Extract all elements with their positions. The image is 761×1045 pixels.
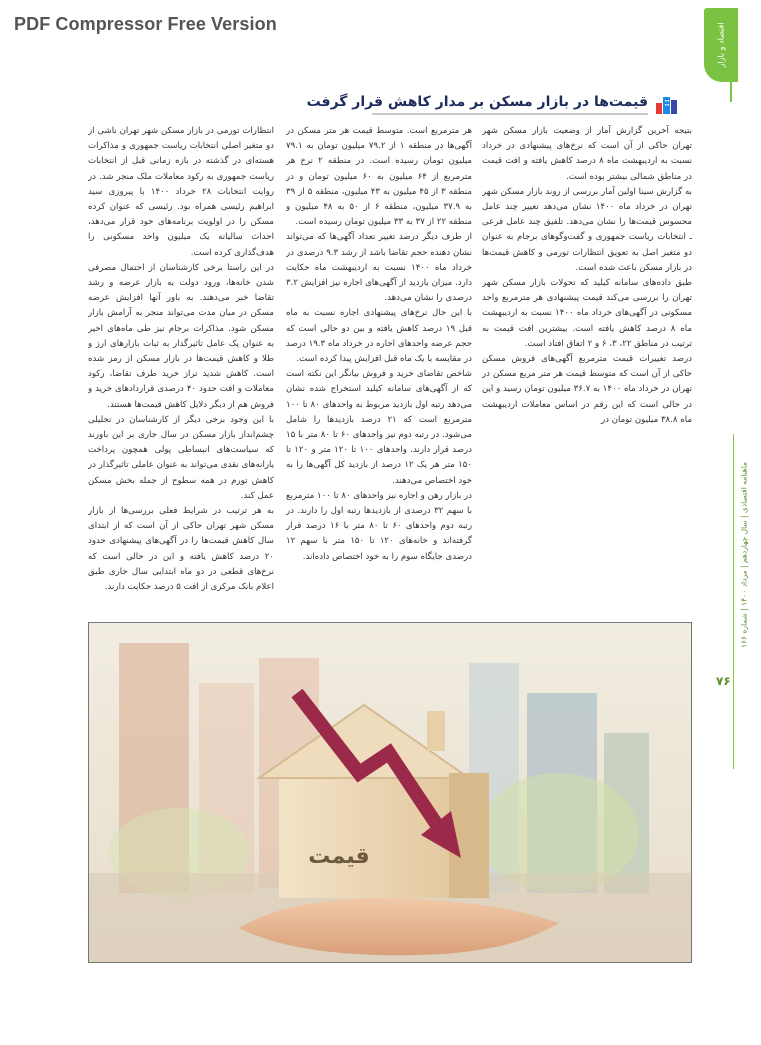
page-number: ۷۶ [716, 674, 731, 688]
watermark: PDF Compressor Free Version [14, 14, 277, 34]
headline-underline [372, 113, 648, 115]
article-column-3 [88, 124, 274, 614]
paragraph: هر مترمربع است. متوسط قیمت هر متر مسکن در آگهی‌ها در منطقه ۱ از ۷۹.۲ میلیون تومان به ۷۹.۱ میلیون تومان رسیده است. در منطقه ۲ نرخ هر مترمربع از ۶۴ میلیون به ۶۰ میلیون تومان و در منطقه ۳ از ۴۵ میلیون به ۴۳ میلیون، منطقه ۵ از ۳۹ به ۳۷.۹ میلیون، منطقه ۶ از ۵۰ به ۴۸ میلیون و منطقه ۲۲ از ۳۷ به ۳۳ میلیون تومان رسیده است. [286, 126, 472, 228]
paragraph: به گزارش سینا اولین آمار بررسی از روند بازار مسکن شهر تهران در خرداد ماه ۱۴۰۰ نشان می‌دهد تغییر چند عامل محسوس قیمت‌ها را نشان می‌دهد. تلفیق چند عامل فرعی ـ انتخابات ریاست جمهوری و گفت‌وگوهای برجام به عنوان دو متغیر اصل به تعویق انتظارات تورمی و کاهش قیمت‌ها در بازار مسکن باعث شده است. [482, 186, 692, 273]
paragraph: با این حال نرخ‌های پیشنهادی اجاره نسبت به ماه قبل ۱۹ درصد کاهش یافته و بین دو حالی است که حجم عرضه واحدهای اجاره در خرداد ماه ۱۹.۳ درصد در مقایسه با یک ماه قبل افزایش پیدا کرده است. [286, 308, 472, 365]
paragraph: در بازار رهن و اجاره نیز واحدهای ۸۰ تا ۱۰۰ مترمربع با سهم ۳۲ درصدی از بازدیدها رتبه اول را دارند. در رتبه دوم واحدهای ۶۰ تا ۸۰ متر با ۱۶ درصد قرار گرفته‌اند و خانه‌های ۱۲۰ تا ۱۵۰ متر با سهم ۱۲ درصدی جایگاه سوم را به خود اختصاص داده‌اند. [286, 490, 472, 562]
paragraph: درصد تغییرات قیمت مترمربع آگهی‌های فروش مسکن حاکی از آن است که متوسط قیمت هر متر مربع مسکن در تهران در خرداد ماه ۱۴۰۰ به ۳۶.۷ میلیون تومان رسید و این در حالی است که این رقم در اساس معاملات اردیبهشت ماه ۳۸.۸ میلیون تومان در [482, 354, 692, 425]
paragraph: شاخص تقاضای خرید و فروش بیانگر این نکته است که از آگهی‌های سامانه کیلید استخراج شده نشان می‌دهد رتبه اول بازدید مربوط به واحدهای ۸۰ تا ۱۰۰ مترمربع است که ۲۱ درصد بازدیدها را شامل می‌شود. در رتبه دوم نیز واحدهای ۶۰ تا ۸۰ متر با ۱۵ درصد قرار دارند. واحدهای ۱۰۰ تا ۱۲۰ متر و ۱۲۰ تا ۱۵۰ متر هر یک ۱۲ درصد از بازدید کل آگهی‌ها را به خود اختصاص می‌دهند. [286, 369, 472, 486]
side-publication-label: ماهنامه اقتصادی | سال چهاردهم | مرداد ۱۴۰۰ | شماره ۱۶۶ [739, 461, 749, 649]
paragraph: به هر ترتیب در شرایط فعلی بررسی‌ها از بازار مسکن شهر تهران حاکی از آن است که از ابتدای سال کاهش قیمت‌ها را در آگهی‌های پیشنهادی حدود ۲۰ درصد کاهش یافته و این در حالی است که نرخ‌های قطعی در دو ماه ابتدایی سال جاری طبق اعلام بانک مرکزی از افت ۵ درصد حکایت دارند. [88, 506, 274, 593]
side-rule [733, 434, 734, 769]
paragraph: بتیجه آخرین گزارش آمار از وضعیت بازار مسکن شهر تهران حاکی از آن است که نرخ‌های پیشنهادی در خرداد نسبت به اردیبهشت ماه ۸ درصد کاهش یافته و افت قیمت در مناطق شمالی بیشتر بوده است. [482, 126, 692, 182]
paragraph: از طرف دیگر درصد تغییر تعداد آگهی‌ها که می‌تواند نشان دهنده حجم تقاضا باشد از رشد ۹.۳ درصدی در خرداد ماه ۱۴۰۰ نسبت به اردیبهشت ماه حکایت دارد. میزان بازدید از آگهی‌های اجاره نیز افزایش ۳.۲ درصدی را نشان می‌دهد. [286, 232, 472, 304]
article-column-2 [286, 124, 472, 614]
house-price-illustration [89, 623, 691, 962]
article-photo [88, 622, 692, 963]
section-tab [704, 8, 738, 82]
side-accent-line [730, 82, 732, 102]
article-column-1 [482, 124, 692, 614]
headline-text: قیمت‌ها در بازار مسکن بر مدار کاهش قرار گرفت [306, 94, 648, 110]
headline [306, 92, 682, 116]
paragraph: با این وجود برخی دیگر از کارشناسان در تحلیلی چشم‌انداز بازار مسکن در سال جاری بر این باورند که سیاست‌های انبساطی پولی همچون پرداخت یارانه‌های نقدی می‌تواند به عنوان عاملی تاثیرگذار در کاهش تورم در همه سطوح از جمله بخش مسکن عمل کند. [88, 414, 274, 501]
image-label: قیمت [308, 844, 370, 869]
section-tab-label: اقتصاد و بازار [716, 22, 726, 68]
paragraph: طبق داده‌های سامانه کیلید که تحولات بازار مسکن شهر تهران را بررسی می‌کند قیمت پیشنهادی هر مترمربع واحد مسکونی در آگهی‌های خرداد ماه ۱۴۰۰ نسبت به اردیبهشت ماه ۸ درصد کاهش یافته است. بیشترین افت قیمت به ترتیب در مناطق ۲۲، ۳، ۶ و ۲ اتفاق افتاد است. [482, 278, 692, 349]
building-icon [654, 94, 680, 114]
paragraph: انتظارات تورمی در بازار مسکن شهر تهران ناشی از دو متغیر اصلی انتخابات ریاست جمهوری و مذاکرات هسته‌ای در گذشته در بازه زمانی قبل از انتخابات ریاست جمهوری به رکود معاملات ملک منجر شد. در روایت انتخابات ۲۸ خرداد ۱۴۰۰ با پیروزی سید ابراهیم رئیسی همراه بود. رئیسی که عنوان کرده مسکن را در اولویت برنامه‌های خود قرار می‌دهد، احداث سالیانه یک میلیون واحد مسکونی را هدف‌گذاری کرده است. [88, 126, 274, 258]
paragraph: در این راستا برخی کارشناسان از احتمال مصرفی شدن خانه‌ها، ورود دولت به بازار عرضه و رشد تقاضا خبر می‌دهند. به باور آنها افزایش عرضه مسکن در میان مدت می‌تواند منجر به آرامش بازار مسکن شود. مذاکرات برجام نیز طی ماه‌های اخیر به عنوان یک عامل تاثیرگذار به ثبات بازارهای ارز و طلا و کاهش قیمت‌ها در بازار مسکن از رمز شده است. کاهش شدید تراز خرید طرف تقاضا، رکود معاملات و افت حدود ۴۰ درصدی قراردادهای خرید و فروش هم از دیگر دلایل کاهش قیمت‌ها هستند. [88, 262, 274, 410]
side-publication-info [737, 440, 751, 670]
